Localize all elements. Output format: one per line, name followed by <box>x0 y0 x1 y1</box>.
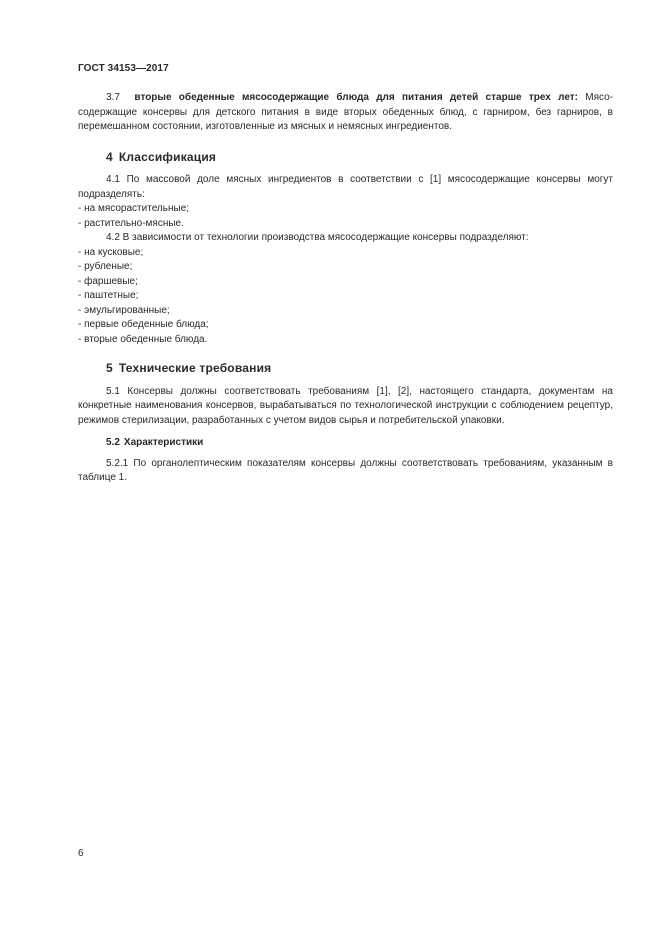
document-body <box>78 91 613 486</box>
paragraph-5-2-1: 5.2.1 По органолептическим показателям консервы должны соответствовать требованиям, указанным в таблице 1. <box>78 457 613 483</box>
list-item: - на кусковые; <box>78 246 144 258</box>
document-header: ГОСТ 34153—2017 <box>78 63 169 74</box>
clause-definition: Мясо-содержащие консервы для детского питания в виде вторых обеденных блюд, с гарниром, без гарниров, в перемешанном состоянии, изготовленные из мясных и немясных ингредиентов. <box>78 92 613 132</box>
list-item: - эмульгированные; <box>78 304 170 316</box>
clause-number: 3.7 <box>106 92 120 103</box>
list-item: - вторые обеденные блюда. <box>78 333 208 345</box>
paragraph-4-2: 4.2 В зависимости от технологии производства мясосодержащие консервы подразделяют: <box>106 232 529 243</box>
paragraph-5-1: 5.1 Консервы должны соответствовать требованиям [1], [2], настоящего стандарта, документам на конкретные наименования консервов, вырабатываться по технологической инструкции с соблюдением рецептур, режимов стерилизации, разработанных с учетом видов сырья и потребительской упаковки. <box>78 385 613 426</box>
list-item: - фаршевые; <box>78 275 138 287</box>
list-item: - на мясорастительные; <box>78 203 190 214</box>
paragraph-4-1: 4.1 По массовой доле мясных ингредиентов в соответствии с [1] мясосодержащие консервы могут подразделять: <box>78 174 613 200</box>
subsection-title: Характеристики <box>123 437 204 448</box>
list-4-2 <box>78 246 613 348</box>
section-heading-5 <box>106 361 613 376</box>
list-item: - рубленые; <box>78 261 133 272</box>
list-4-1 <box>78 202 613 231</box>
section-number: 4 <box>106 149 113 164</box>
list-item: - паштетные; <box>78 290 139 301</box>
list-item: - первые обеденные блюда; <box>78 319 209 330</box>
page-number: 6 <box>78 848 84 859</box>
subsection-number: 5.2 <box>106 437 120 448</box>
subsection-heading-5-2 <box>106 436 613 451</box>
clause-3-7 <box>78 91 613 135</box>
clause-term: вторые обеденные мясосодержащие блюда для питания детей старше трех лет: <box>134 92 578 103</box>
section-heading-4 <box>106 150 613 165</box>
section-title: Технические требования <box>118 361 272 375</box>
list-item: - растительно-мясные. <box>78 217 184 229</box>
section-title: Классификация <box>118 149 217 164</box>
section-number: 5 <box>106 361 113 375</box>
